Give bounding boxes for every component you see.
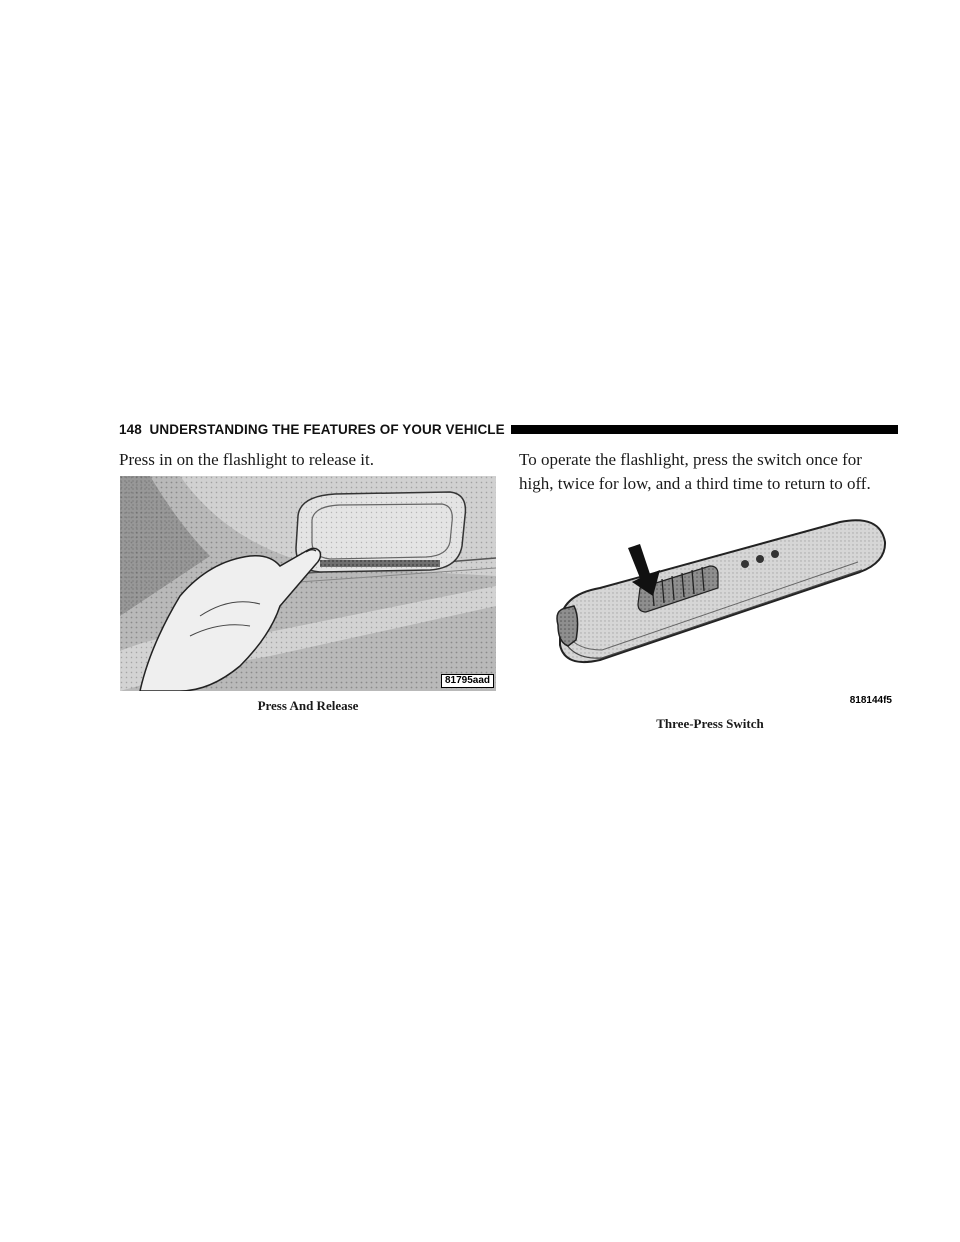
flashlight-drawing: [540, 500, 900, 710]
caption-left: Press And Release: [257, 698, 359, 713]
right-paragraph: To operate the flashlight, press the switch once for high, twice for low, and a third time to return to off.: [519, 450, 871, 493]
page-header: [119, 419, 898, 439]
page-number: 148: [119, 421, 142, 437]
three-press-switch-illustration: [540, 500, 900, 710]
section-title: UNDERSTANDING THE FEATURES OF YOUR VEHICLE: [149, 421, 505, 437]
press-release-drawing: [120, 476, 496, 691]
caption-right: Three-Press Switch: [656, 716, 764, 731]
running-header: [119, 422, 505, 437]
figure-id-right: 818144f5: [849, 695, 892, 706]
header-rule: [511, 425, 898, 434]
left-paragraph: Press in on the flashlight to release it.: [119, 450, 374, 469]
figure-id-left: 81795aad: [441, 674, 494, 688]
press-release-illustration: [120, 476, 496, 691]
